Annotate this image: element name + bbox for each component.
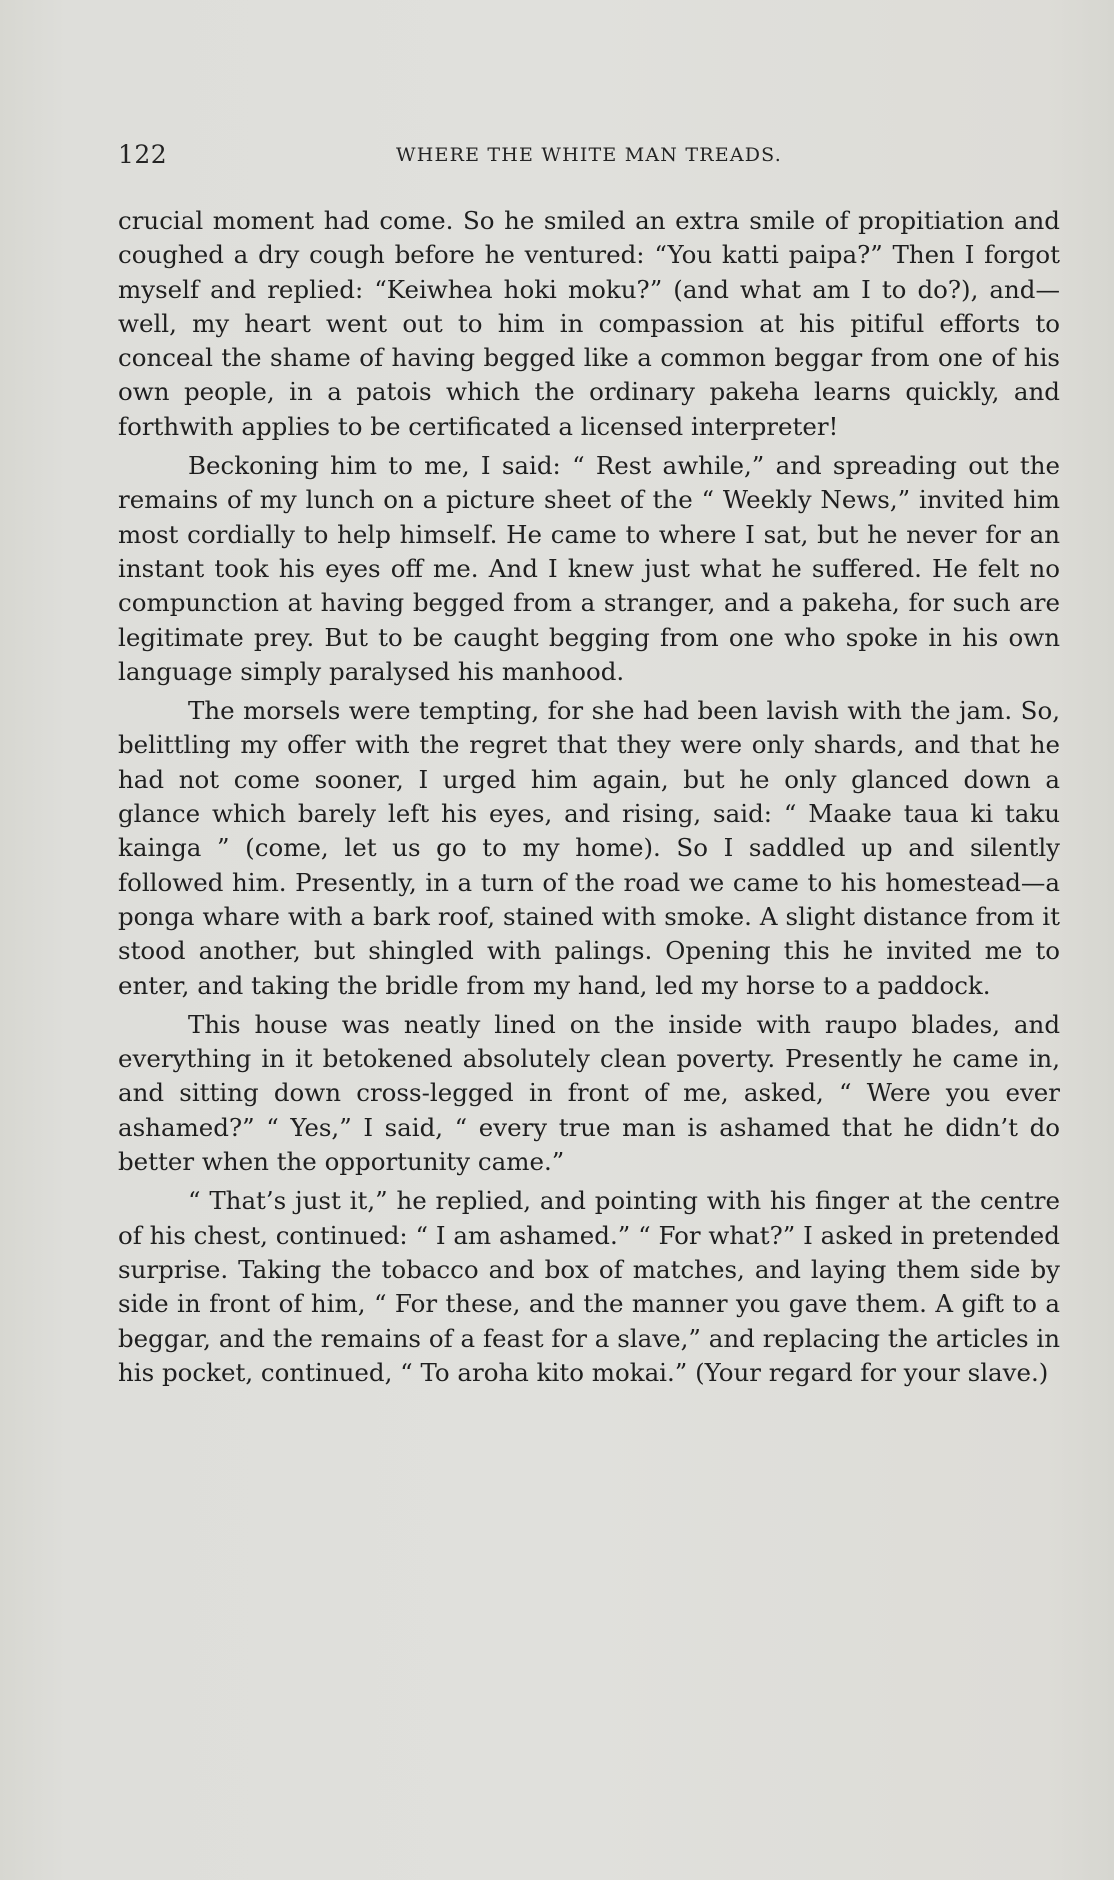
paragraph-3: The morsels were tempting, for she had been lavish with the jam. So, belittling my offer with the regret that they were only shards, and that he had not come sooner, I urged him again, but he only glanced down a glance which barely left his eyes, and rising, said: “ Maake taua ki taku kainga ” (come, let us go to my home). So I saddled up and silently followed him. Presently, in a turn of the road we came to his homestead—a ponga whare with a bark roof, stained with smoke. A slight distance from it stood another, but shingled with palings. Opening this he invited me to enter, and taking the bridle from my hand, led my horse to a paddock. <box>118 696 1060 1000</box>
page-number: 122 <box>118 140 168 169</box>
paragraph-4: This house was neatly lined on the inside with raupo blades, and everything in it betokened absolutely clean poverty. Presently he came in, and sitting down cross-legged in front of me, asked, “ Were you ever ashamed?” “ Yes,” I said, “ every true man is ashamed that he didn’t do better when the opportunity came.” <box>118 1009 1060 1177</box>
paragraph-5: “ That’s just it,” he replied, and pointing with his finger at the centre of his chest, continued: “ I am ashamed.” “ For what?” I asked in pretended surprise. Taking the tobacco and box of matches, and laying them side by side in front of him, “ For these, and the manner you gave them. A gift to a beggar, and the remains of a feast for a slave,” and replacing the articles in his pocket, continued, “ To aroha kito mokai.” (Your regard for your slave.) <box>118 1186 1060 1387</box>
page-header <box>118 140 1060 176</box>
paragraph-1: crucial moment had come. So he smiled an extra smile of propitiation and coughed a dry cough before he ventured: “You katti paipa?” Then I forgot myself and replied: “Keiwhea hoki moku?” (and what am I to do?), and—well, my heart went out to him in compassion at his pitiful efforts to conceal the shame of having begged like a common beggar from one of his own people, in a patois which the ordinary pakeha learns quickly, and forthwith applies to be certificated a licensed interpreter! <box>118 206 1060 441</box>
body-text <box>118 204 1060 1395</box>
running-head: WHERE THE WHITE MAN TREADS. <box>396 144 782 166</box>
paragraph-2: Beckoning him to me, I said: “ Rest awhile,” and spreading out the remains of my lunch on a picture sheet of the “ Weekly News,” invited him most cordially to help himself. He came to where I sat, but he never for an instant took his eyes off me. And I knew just what he suffered. He felt no compunction at having begged from a stranger, and a pakeha, for such are legitimate prey. But to be caught begging from one who spoke in his own language simply paralysed his manhood. <box>118 451 1060 686</box>
